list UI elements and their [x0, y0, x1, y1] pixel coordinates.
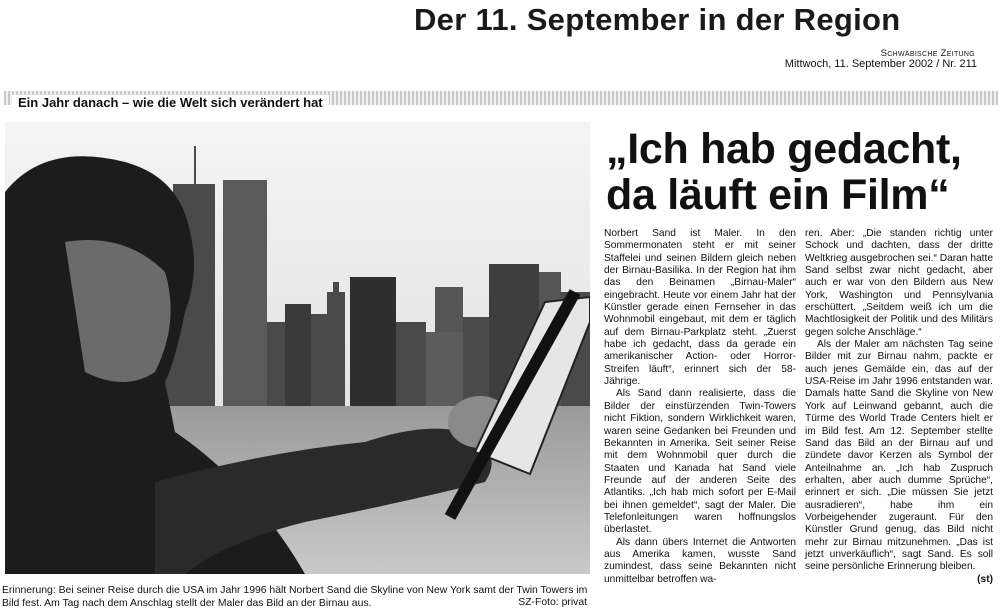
paragraph: Als dann übers Internet die Antworten aus Amerika kamen, wusste Sand zumindest, dass seine Bekannten nicht unmittelbar betroffen wa-	[604, 536, 796, 585]
paragraph: Als Sand dann realisierte, dass die Bilder der einstürzenden Twin-Towers nicht Fiktion, sondern Wirklichkeit waren, waren seine Gedanken bei Freunden und Bekannten in Amerika. Seit seiner Reise mit dem Wohnmobil quer durch die Staaten und Kanada hat Sand viele Freunde auf der anderen Seite des Atlantiks. „Ich hab mich sofort per E-Mail bei ihnen gemeldet“, sagt der Maler. Die Telefonleitungen waren hoffnungslos überlastet.	[604, 388, 796, 536]
paragraph-text: Als der Maler am nächsten Tag seine Bilder mit zur Birnau nahm, packte er auch jenes Gemälde ein, das auf der USA-Reise im Jahr 1996 entstanden war. Damals hatte Sand die Skyline von New York auf Leinwand gebannt, auch die Türme des World Trade Centers hielt er im Bild fest. Am 12. September stellte Sand das Bild an der Birnau auf und zündete davor Kerzen als Symbol der Anteilnahme an. „Ich hab Zuspruch erhalten, aber auch dumme Sprüche“, erinnert er sich. „Die müssen Sie jetzt ausradieren“, habe ihm ein Vorbeigehender zugeraunt. Für den Künstler Grund genug, das Bild nicht mehr zur Birnau mitzunehmen. „Das ist jetzt unverkäuflich“, sagt Sand. Es soll seine persönliche Erinnerung bleiben.	[805, 339, 993, 573]
article-column-1	[604, 228, 796, 586]
article-title: „Ich hab gedacht, da läuft ein Film“	[606, 125, 962, 219]
page-headline: Der 11. September in der Region	[414, 2, 901, 37]
paragraph	[805, 339, 993, 585]
article-column-2	[805, 228, 993, 586]
author-signature: (st)	[977, 573, 993, 585]
article-photo	[5, 122, 590, 574]
photo-caption: Erinnerung: Bei seiner Reise durch die USA im Jahr 1996 hält Norbert Sand die Skyline von New York samt der Twin Towers im Bild fest. Am Tag nach dem Anschlag stellt der Maler das Bild an der Birnau aus.	[2, 585, 588, 609]
section-label: Ein Jahr danach – wie die Welt sich verändert hat	[12, 95, 329, 110]
paragraph: Norbert Sand ist Maler. In den Sommermonaten steht er mit seiner Staffelei und seinen Bildern gleich neben der Birnau-Basilika. In der Region hat ihm das den Beinamen „Birnau-Maler“ eingebracht. Heute vor einem Jahr hat der Künstler gerade einen Fernseher in das Wohnmobil eingebaut, mit dem er täglich auf dem Birnau-Parkplatz steht. „Zuerst habe ich gedacht, dass da gerade ein amerikanischer Action- oder Horror-Streifen läuft“, erinnert sich der 58-Jährige.	[604, 228, 796, 388]
publication-name: Schwäbische Zeitung	[880, 48, 975, 59]
paragraph: ren. Aber: „Die standen richtig unter Schock und dachten, dass der dritte Weltkrieg ausgebrochen sei.“ Daran hatte Sand selbst zwar nicht gedacht, aber auch er war von den Bildern aus New York, Washington und Pennsylvania erschüttert. „Seitdem weiß ich um die Machtlosigkeit der Politik und des Militärs gegen solche Anschläge.“	[805, 228, 993, 338]
issue-date: Mittwoch, 11. September 2002 / Nr. 211	[784, 58, 977, 70]
photo-illustration	[5, 122, 590, 574]
photo-credit: SZ-Foto: privat	[518, 597, 587, 608]
